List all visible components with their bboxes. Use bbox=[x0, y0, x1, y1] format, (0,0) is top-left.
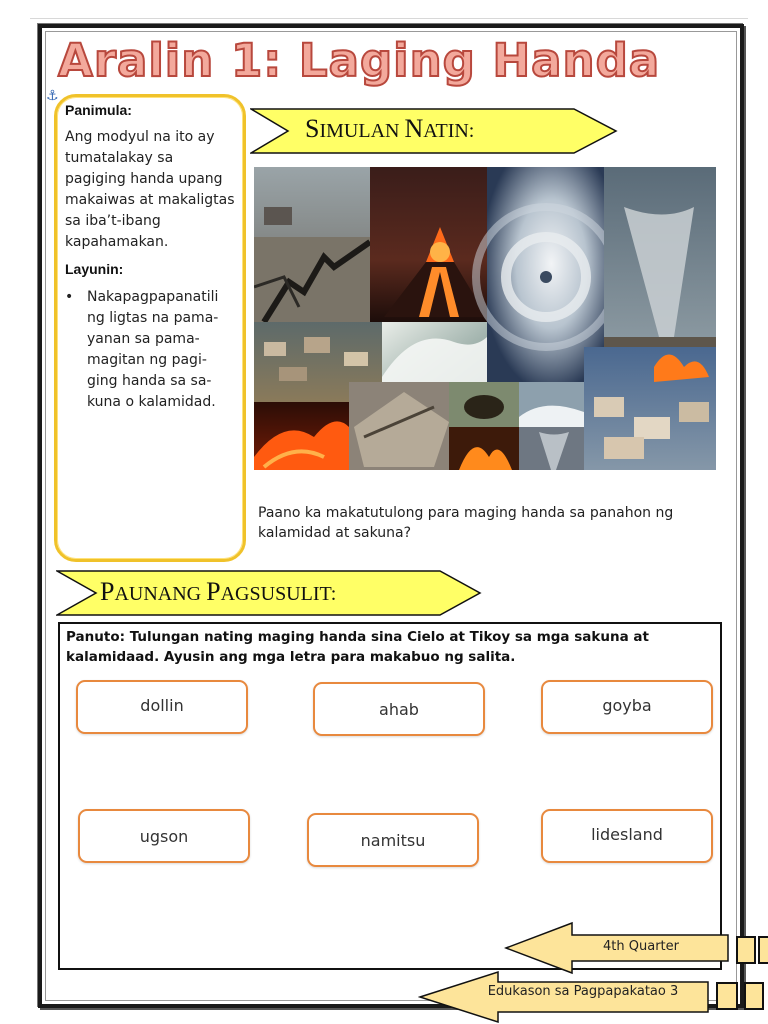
subject-label: Edukason sa Pagpapakatao 3 bbox=[487, 984, 679, 999]
footer-tab bbox=[758, 936, 768, 964]
pagsusulit-heading-rest2: AGSUSULIT: bbox=[220, 583, 337, 605]
earthquake-image bbox=[254, 167, 370, 322]
fire-image bbox=[449, 427, 519, 470]
scrambled-word: ugson bbox=[139, 826, 189, 846]
exercise-box bbox=[58, 622, 722, 970]
sinkhole-image bbox=[449, 382, 519, 427]
lava-image bbox=[254, 402, 349, 470]
anchor-icon: ⚓ bbox=[46, 88, 59, 104]
scrambled-word-box bbox=[307, 813, 479, 867]
pagsusulit-heading bbox=[100, 577, 336, 607]
footer-tab bbox=[716, 982, 738, 1010]
scrambled-word-box bbox=[541, 680, 713, 734]
scrambled-word: goyba bbox=[602, 695, 652, 715]
reflection-question: Paano ka makatutulong para maging handa sa panahon ng kalamidad at sakuna? bbox=[258, 505, 674, 541]
simulan-heading bbox=[305, 114, 474, 144]
quarter-label: 4th Quarter bbox=[603, 939, 679, 954]
volcano-image bbox=[370, 167, 487, 322]
top-rule bbox=[30, 18, 748, 19]
storm-waves-image bbox=[519, 382, 584, 427]
panimula-text: Ang modyul na ito ay tumatalakay sa pagiging handa upang makaiwas at makaligtas sa iba’t-ibang kapahamakan. bbox=[65, 129, 235, 250]
scrambled-word-box bbox=[76, 680, 248, 734]
bullet-icon: • bbox=[65, 289, 74, 305]
footer-tab bbox=[744, 982, 764, 1010]
scrambled-word-box bbox=[541, 809, 713, 863]
scrambled-word: ahab bbox=[379, 699, 419, 719]
lesson-title: Aralin 1: Laging Handa bbox=[58, 34, 661, 87]
pagsusulit-heading-p2: P bbox=[206, 577, 221, 606]
pagsusulit-heading-p: P bbox=[100, 577, 115, 606]
simulan-heading-rest2: ATIN: bbox=[423, 120, 475, 142]
scrambled-word-box bbox=[78, 809, 250, 863]
layunin-heading: Layunin: bbox=[65, 261, 124, 277]
disaster-collage bbox=[254, 167, 716, 470]
panimula-heading: Panimula: bbox=[65, 102, 132, 118]
simulan-heading-n: N bbox=[404, 114, 424, 143]
scrambled-word: lidesland bbox=[591, 824, 663, 844]
collapsed-building-image bbox=[349, 382, 449, 470]
scrambled-word-box bbox=[313, 682, 485, 736]
footer-tab bbox=[736, 936, 756, 964]
intro-sidebar bbox=[54, 94, 246, 562]
simulan-heading-s: S bbox=[305, 114, 320, 143]
scrambled-word: dollin bbox=[140, 695, 184, 715]
simulan-heading-rest: IMULAN bbox=[319, 120, 405, 142]
pagsusulit-heading-rest: AUNANG bbox=[114, 583, 207, 605]
tornado-image bbox=[604, 167, 716, 347]
tornado-sky-image bbox=[519, 427, 584, 470]
scrambled-word: namitsu bbox=[360, 830, 426, 850]
instructions-text: Panuto: Tulungan nating maging handa sina Cielo at Tikoy sa mga sakuna at kalamidaad. Ayusin ang mga letra para makabuo ng salita. bbox=[66, 629, 649, 665]
city-fire-image bbox=[584, 347, 716, 470]
layunin-text: Nakapagpapanatili ng ligtas na pama-yanan sa pama-magitan ng pagi-ging handa sa sa-kuna o kalamidad. bbox=[87, 289, 219, 410]
